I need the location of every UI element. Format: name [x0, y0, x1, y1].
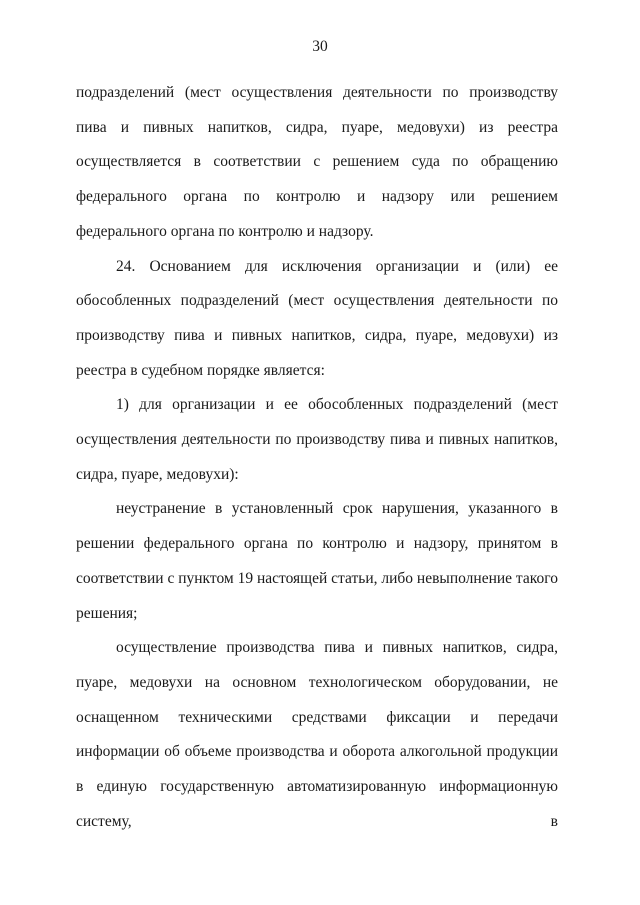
page-number: 30 [312, 38, 328, 55]
paragraph-continuation: подразделений (мест осуществления деятельности по производству пива и пивных напитков, сидра, пуаре, медовухи) из реестра осуществляется в соответствии с решением суда по обращению федерального органа по контролю и надзору или решением федерального органа по контролю и надзору. [76, 84, 558, 240]
paragraph-nonremediation: неустранение в установленный срок нарушения, указанного в решении федерального органа по контролю и надзору, принятом в соответствии с пунктом 19 настоящей статьи, либо невыполнение такого решения; [76, 500, 558, 622]
paragraph-production-equipment: осуществление производства пива и пивных напитков, сидра, пуаре, медовухи на основном технологическом оборудовании, не оснащенном техническими средствами фиксации и передачи информации об объеме производства и оборота алкогольной продукции в единую государственную автоматизированную информационную систему, в [76, 639, 558, 830]
paragraph-subitem-1: 1) для организации и ее обособленных подразделений (мест осуществления деятельности по производству пива и пивных напитков, сидра, пуаре, медовухи): [76, 396, 558, 483]
document-body [76, 76, 558, 839]
paragraph-item-24: 24. Основанием для исключения организации и (или) ее обособленных подразделений (мест осуществления деятельности по производству пива и пивных напитков, сидра, пуаре, медовухи) из реестра в судебном порядке является: [76, 257, 558, 379]
